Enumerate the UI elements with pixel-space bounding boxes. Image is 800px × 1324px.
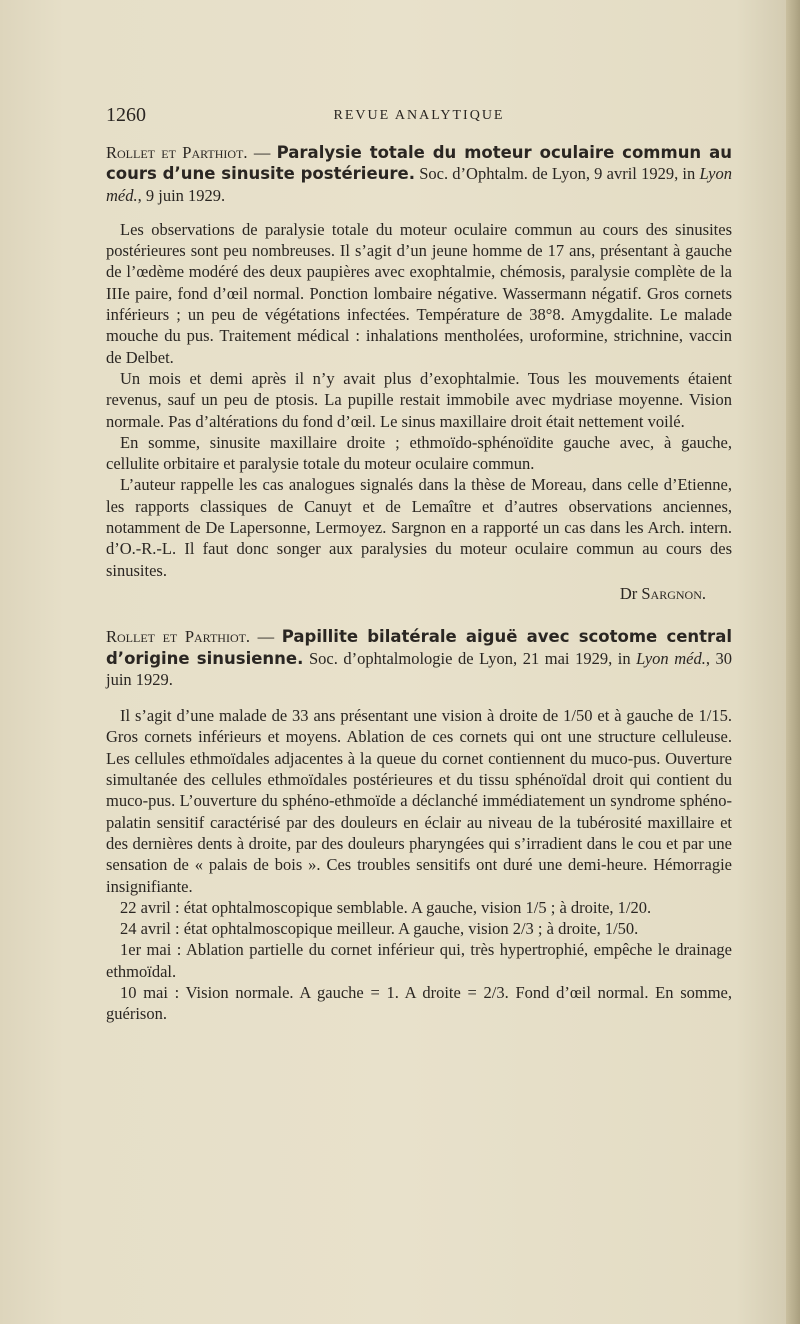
article-2-source-journal: Lyon méd. xyxy=(636,648,706,668)
article-1-body xyxy=(106,219,732,581)
article-1-signature xyxy=(106,583,732,604)
article-2-heading xyxy=(106,626,732,690)
signature-name: Sargnon. xyxy=(641,583,706,603)
article-2 xyxy=(106,626,732,1024)
running-title: REVUE ANALYTIQUE xyxy=(333,108,505,123)
article-2-paragraph: 10 mai : Vision normale. A gauche = 1. A droite = 2/3. Fond d’œil normal. En somme, guérison. xyxy=(106,982,732,1024)
article-1-paragraph: Un mois et demi après il n’y avait plus d’exophtalmie. Tous les mouvements étaient revenus, sauf un peu de ptosis. La pupille restait immobile avec mydriase moyenne. Vision normale. Pas d’altérations du fond d’œil. Le sinus maxillaire droit était nettement voilé. xyxy=(106,368,732,431)
article-1-paragraph: En somme, sinusite maxillaire droite ; ethmoïdo-sphénoïdite gauche avec, à gauche, cellulite orbitaire et paralysie totale du moteur oculaire commun. xyxy=(106,432,732,474)
article-2-paragraph: Il s’agit d’une malade de 33 ans présentant une vision à droite de 1/50 et à gauche de 1/15. Gros cornets inférieurs et moyens. Ablation de ces cornets qui ont une structure celluleuse. Les cellules ethmoïdales adjacentes à la queue du cornet contiennent du muco-pus. Ouverture simultanée des cellules ethmoïdales postérieures et du tissu sphénoïdal droit qui contient du muco-pus. L’ouverture du sphéno-ethmoïde a déclanché immédiatement un syndrome sphéno-palatin sensitif caractérisé par des douleurs en éclair au niveau de la tubérosité maxillaire et des dernières dents à droite, par des douleurs pharyngées qui s’irradient dans le cou et par une sensation de « palais de bois ». Ces troubles sensitifs ont duré une demi-heure. Hémorragie insignifiante. xyxy=(106,706,732,896)
article-1-heading xyxy=(106,142,732,206)
article-2-paragraph: 24 avril : état ophtalmoscopique meilleur. A gauche, vision 2/3 ; à droite, 1/50. xyxy=(120,919,639,939)
page-edge xyxy=(786,0,800,1324)
article-1-paragraph: Les observations de paralysie totale du moteur oculaire commun au cours des sinusites postérieures sont peu nombreuses. Il s’agit d’un jeune homme de 17 ans, présentant à gauche de l’œdème modéré des deux paupières avec exophtalmie, chémosis, paralysie complète de la IIIe paire, fond d’œil normal. Ponction lombaire négative. Wassermann négatif. Gros cornets inférieurs ; un peu de végétations infectées. Température de 38°8. Amygdalite. Le malade mouche du pus. Traitement médical : inhalations mentholées, uroformine, strichnine, vaccin de Delbet. xyxy=(106,219,732,367)
page-content xyxy=(106,142,732,1025)
article-2-dash: — xyxy=(250,627,282,647)
page-header xyxy=(106,104,732,134)
article-2-paragraph: 1er mai : Ablation partielle du cornet inférieur qui, très hypertrophié, empêche le drainage ethmoïdal. xyxy=(106,940,732,981)
article-2-paragraph: 22 avril : état ophtalmoscopique semblable. A gauche, vision 1/5 ; à droite, 1/20. xyxy=(120,897,652,917)
article-1 xyxy=(106,142,732,604)
article-1-paragraph: L’auteur rappelle les cas analogues signalés dans la thèse de Moreau, dans celle d’Etienne, les rapports classiques de Canuyt et de Lemaître et d’autres observations anciennes, notamment de De Lapersonne, Lermoyez. Sargnon en a rapporté un cas dans les Arch. intern. d’O.-R.-L. Il faut donc songer aux paralysies du moteur oculaire commun au cours des sinusites. xyxy=(106,475,732,580)
article-1-source-post: , 9 juin 1929. xyxy=(137,185,226,205)
article-2-authors: Rollet et Parthiot. xyxy=(106,627,251,647)
article-2-source-pre: Soc. d’ophtalmologie de Lyon, 21 mai 1929, in xyxy=(303,648,637,668)
signature-prefix: Dr xyxy=(619,583,638,603)
article-1-source-pre: Soc. d’Ophtalm. de Lyon, 9 avril 1929, in xyxy=(414,164,700,184)
article-1-title: Paralysie totale du moteur oculaire commun au cours d’une sinusite postérieure. xyxy=(106,143,732,184)
article-2-title: Papillite bilatérale aiguë avec scotome central d’origine sinusienne. xyxy=(106,627,732,668)
article-2-body xyxy=(106,705,732,1024)
article-1-dash: — xyxy=(247,143,277,162)
page-number: 1260 xyxy=(106,104,146,126)
article-2-source-post: , 30 juin 1929. xyxy=(106,648,733,689)
article-1-source-journal: Lyon méd. xyxy=(106,164,732,205)
article-1-authors: Rollet et Parthiot. xyxy=(106,143,248,162)
